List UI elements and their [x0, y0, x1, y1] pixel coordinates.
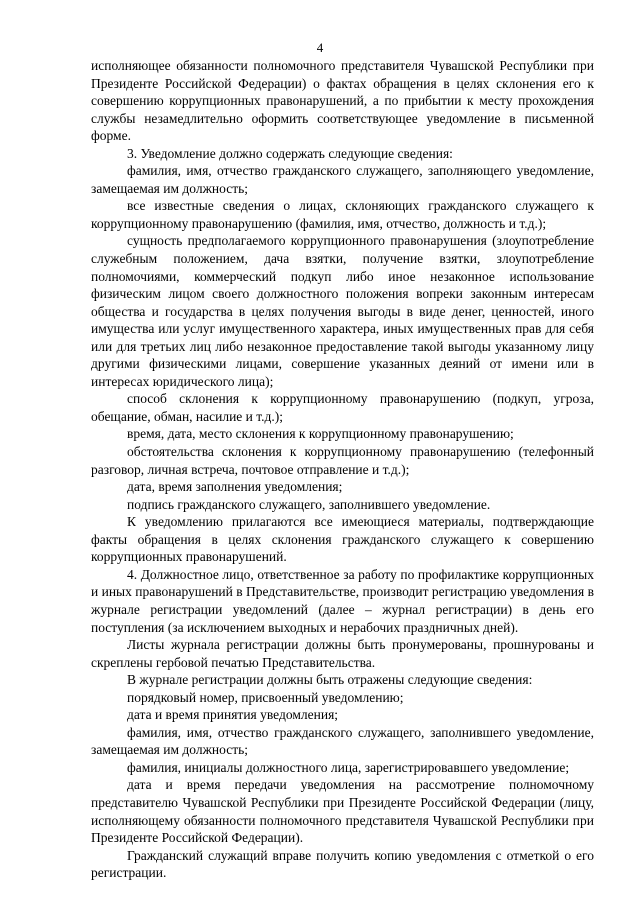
paragraph: сущность предполагаемого коррупционного правонарушения (злоупотребление служебным положением, дача взятки, получение взятки, злоупотребление полномочиями, коммерческий подкуп либо иное незаконное использование физическим лицом своего должностного положения вопреки законным интересам общества и государства в целях получения выгоды в виде денег, ценностей, иного имущества или услуг имущественного характера, иных имущественных прав для себя или для третьих лиц либо незаконное предоставление такой выгоды указанному лицу другими физическими лицами, совершение указанных деяний от имени или в интересах юридического лица);: [91, 233, 594, 389]
page-number: 4: [316, 40, 324, 55]
paragraph: фамилия, имя, отчество гражданского служащего, заполнившего уведомление, замещаемая им должность;: [91, 724, 594, 758]
paragraph: способ склонения к коррупционному правонарушению (подкуп, угроза, обещание, обман, насилие и т.д.);: [91, 391, 594, 424]
paragraph: подпись гражданского служащего, заполнившего уведомление.: [127, 496, 491, 512]
paragraph: обстоятельства склонения к коррупционному правонарушению (телефонный разговор, личная встреча, почтовое отправление и т.д.);: [91, 444, 594, 477]
paragraph: 4. Должностное лицо, ответственное за работу по профилактике коррупционных и иных правонарушений в Представительстве, производит регистрацию уведомления в журнале регистрации уведомлений (далее – журнал регистрации) в день его поступления (за исключением выходных и нерабочих праздничных дней).: [91, 566, 594, 635]
paragraph: порядковый номер, присвоенный уведомлению;: [127, 689, 404, 705]
paragraph: дата и время передачи уведомления на рассмотрение полномочному представителю Чувашской Республики при Президенте Российской Федерации (лицу, исполняющему обязанности полномочного представителя Чувашской Республики при Президенте Российской Федерации).: [91, 777, 594, 846]
paragraph: В журнале регистрации должны быть отражены следующие сведения:: [127, 672, 533, 688]
paragraph: К уведомлению прилагаются все имеющиеся материалы, подтверждающие факты обращения в целях склонения гражданского служащего к совершению коррупционных правонарушений.: [91, 514, 594, 565]
paragraph: Гражданский служащий вправе получить копию уведомления с отметкой о его регистрации.: [91, 847, 594, 881]
paragraph: исполняющее обязанности полномочного представителя Чувашской Республики при Президенте Российской Федерации) о фактах обращения в целях склонения его к совершению коррупционных правонарушений, а по прибытии к месту прохождения службы незамедлительно оформить соответствующее уведомление в письменной форме.: [91, 58, 594, 144]
paragraph: Листы журнала регистрации должны быть пронумерованы, прошнурованы и скреплены гербовой печатью Представительства.: [91, 637, 594, 670]
paragraph: время, дата, место склонения к коррупционному правонарушению;: [127, 426, 514, 442]
paragraph: фамилия, инициалы должностного лица, зарегистрировавшего уведомление;: [127, 759, 570, 775]
paragraph: дата, время заполнения уведомления;: [127, 479, 343, 495]
paragraph: фамилия, имя, отчество гражданского служащего, заполняющего уведомление, замещаемая им должность;: [91, 163, 594, 196]
paragraph: 3. Уведомление должно содержать следующие сведения:: [127, 145, 453, 161]
paragraph: все известные сведения о лицах, склоняющих гражданского служащего к коррупционному правонарушению (фамилия, имя, отчество, должность и т.д.);: [91, 198, 594, 231]
paragraph: дата и время принятия уведомления;: [127, 707, 339, 723]
document-body: [91, 57, 594, 882]
